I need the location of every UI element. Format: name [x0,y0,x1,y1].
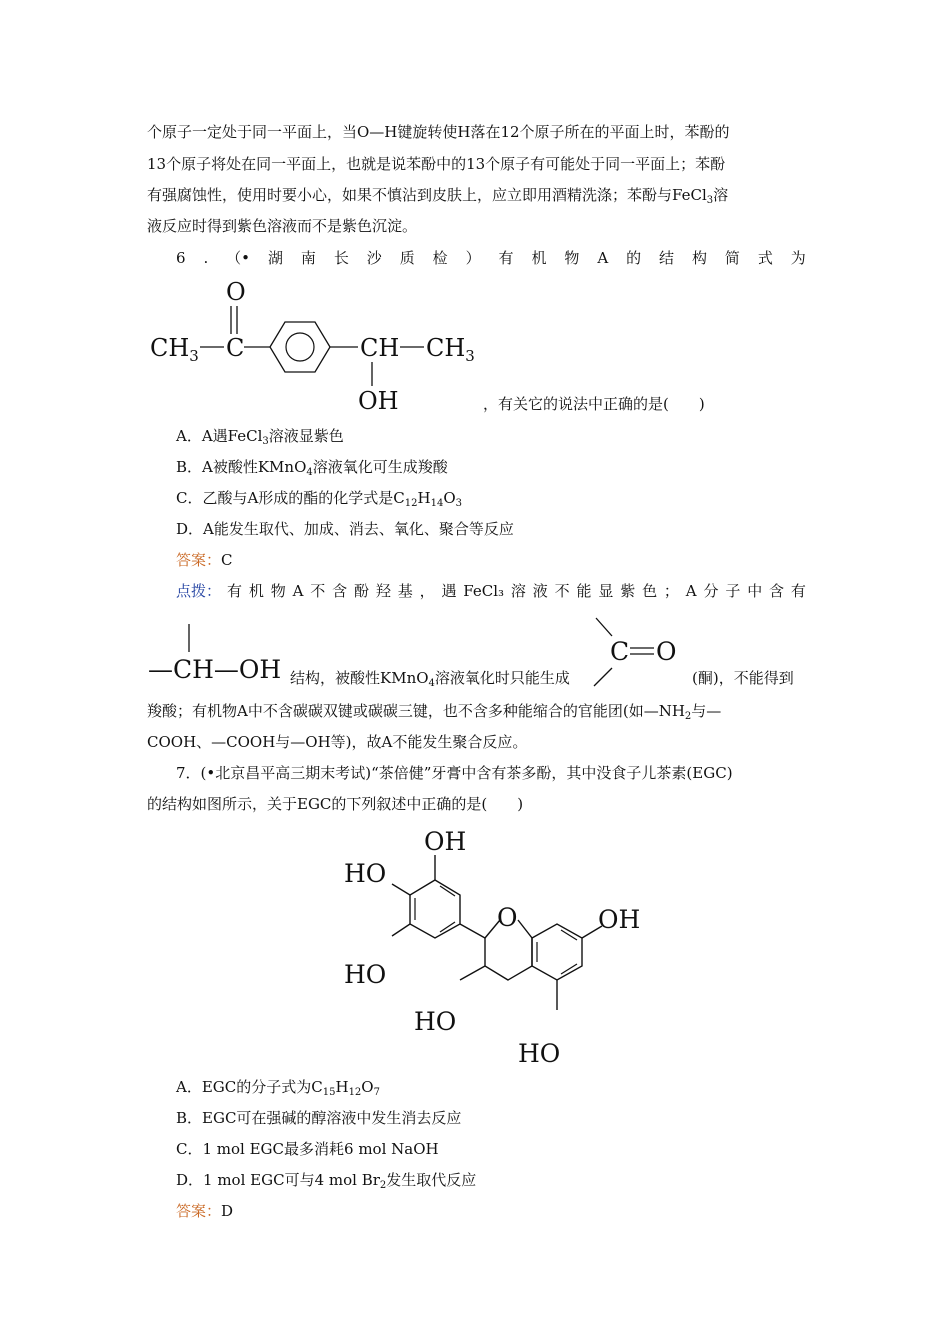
carbonyl-oxygen-label: O [226,278,246,306]
hint-label: 点拨： [176,582,222,600]
question-6-tail: ，有关它的说法中正确的是( ) [483,395,705,413]
stem-char: 构 [691,249,707,267]
ch-label: CH [360,334,400,362]
hint-char: A [292,582,304,600]
answer-line: 答案：C [176,551,233,569]
stem-char: 为 [790,249,806,267]
stem-char: 湖 [267,249,283,267]
hint-char: 遇 [441,582,457,600]
hint-char: 有 [790,582,806,600]
hint-char: 含 [332,582,348,600]
svg-text:O: O [656,637,677,666]
stem-char: . [203,249,209,267]
hint-char: 紫 [620,582,636,600]
svg-text:—CH—OH: —CH—OH [148,655,282,684]
hint-char: 有 [227,582,243,600]
option-d: D．1 mol EGC可与4 mol $Br_2$发生取代反应 [176,1171,477,1191]
hint-char: A [685,582,697,600]
hint-char: ； [663,582,679,600]
hydroxyl-label: OH [358,387,399,415]
stem-char: 长 [333,249,349,267]
paragraph-line: 个原子一定处于同一平面上，当O—H键旋转使H落在12个原子所在的平面上时，苯酚的 [147,123,730,141]
option-c: C．1 mol EGC最多消耗6 mol NaOH [176,1140,439,1158]
hint-char: 基 [397,582,413,600]
hint-char: 物 [270,582,286,600]
stem-char: 的 [626,249,642,267]
stem-char: 机 [531,249,547,267]
oh-top-label: OH [424,827,467,856]
paragraph-line: 13个原子将处在同一平面上，也就是说苯酚中的13个原子有可能处于同一平面上；苯酚 [147,155,726,173]
hint-char: FeCl₃ [463,582,505,600]
ketone-fragment [588,612,688,692]
stem-char: （• [226,249,251,267]
answer-line: 答案：D [176,1202,234,1220]
ho-bottom-label: HO [518,1039,561,1068]
hint-tail-text: (酮)，不能得到 [692,669,794,687]
ho-bottom-left-label: HO [414,1007,457,1036]
ring-oxygen-label: O [497,903,518,932]
hint-char: 色 [642,582,658,600]
hint-char: 显 [598,582,614,600]
structure-a-diagram [148,276,488,418]
ch-oh-fragment [146,620,296,692]
hint-char: 酚 [354,582,370,600]
ch3-right-label: $CH_3$ [426,334,475,365]
oh-right-label: OH [598,905,641,934]
egc-structure-diagram [340,820,650,1070]
hint-char: 分 [703,582,719,600]
question-7-stem: 7．(•北京昌平高三期末考试)“茶倍健”牙膏中含有茶多酚，其中没食子儿茶素(EGC) [176,764,733,782]
hint-char: 不 [554,582,570,600]
stem-char: 结 [659,249,675,267]
stem-char: A [597,249,609,267]
ho-lower-label: HO [344,960,387,989]
paragraph-line: 液反应时得到紫色溶液而不是紫色沉淀。 [147,217,418,235]
option-b: B．EGC可在强碱的醇溶液中发生消去反应 [176,1109,462,1127]
hint-char: 液 [532,582,548,600]
stem-char: 6 [176,249,186,267]
stem-char: 南 [300,249,316,267]
option-a: A．A遇FeCl$_3$溶液显紫色 [176,427,344,447]
hint-char: 羟 [375,582,391,600]
option-b: B．A被酸性KMnO$_4$溶液氧化可生成羧酸 [176,458,448,478]
ch3-left-label: $CH_3$ [150,334,199,365]
stem-char: 检 [432,249,448,267]
hint-char: 含 [769,582,785,600]
question-7-stem-2: 的结构如图所示，关于EGC的下列叙述中正确的是( ) [147,795,524,813]
hint-char: ， [419,582,435,600]
hint-char: 溶 [510,582,526,600]
carbonyl-carbon-label: C [226,334,245,362]
hint-line-3: COOH、—COOH与—OH等)，故A不能发生聚合反应。 [147,733,528,751]
option-a: A．EGC的分子式为$C_{15}H_{12}O_7$ [176,1078,380,1098]
option-c: C．乙酸与A形成的酯的化学式是$C_{12}H_{14}O_3$ [176,489,463,509]
hint-char: 能 [576,582,592,600]
ho-upper-label: HO [344,859,387,888]
option-d: D．A能发生取代、加成、消去、氧化、聚合等反应 [176,520,514,538]
hint-mid-text: 结构，被酸性KMnO$_4$溶液氧化时只能生成 [290,669,570,689]
question-6-stem [176,248,806,268]
hint-char: 子 [725,582,741,600]
svg-text:C: C [610,637,630,666]
hint-char: 机 [248,582,264,600]
stem-char: 沙 [366,249,382,267]
stem-char: 有 [498,249,514,267]
hint-char: 中 [747,582,763,600]
stem-char: 式 [757,249,773,267]
stem-char: 质 [399,249,415,267]
stem-char: ） [465,249,481,267]
hint-char: 不 [310,582,326,600]
paragraph-line: 有强腐蚀性，使用时要小心，如果不慎沾到皮肤上，应立即用酒精洗涤；苯酚与FeCl$_3$溶 [147,186,729,206]
hint-line-2: 羧酸；有机物A中不含碳碳双键或碳碳三键，也不含多种能缩合的官能团(如$—NH_2$与— [147,702,722,722]
hint-line [176,581,806,601]
stem-char: 物 [564,249,580,267]
stem-char: 简 [724,249,740,267]
